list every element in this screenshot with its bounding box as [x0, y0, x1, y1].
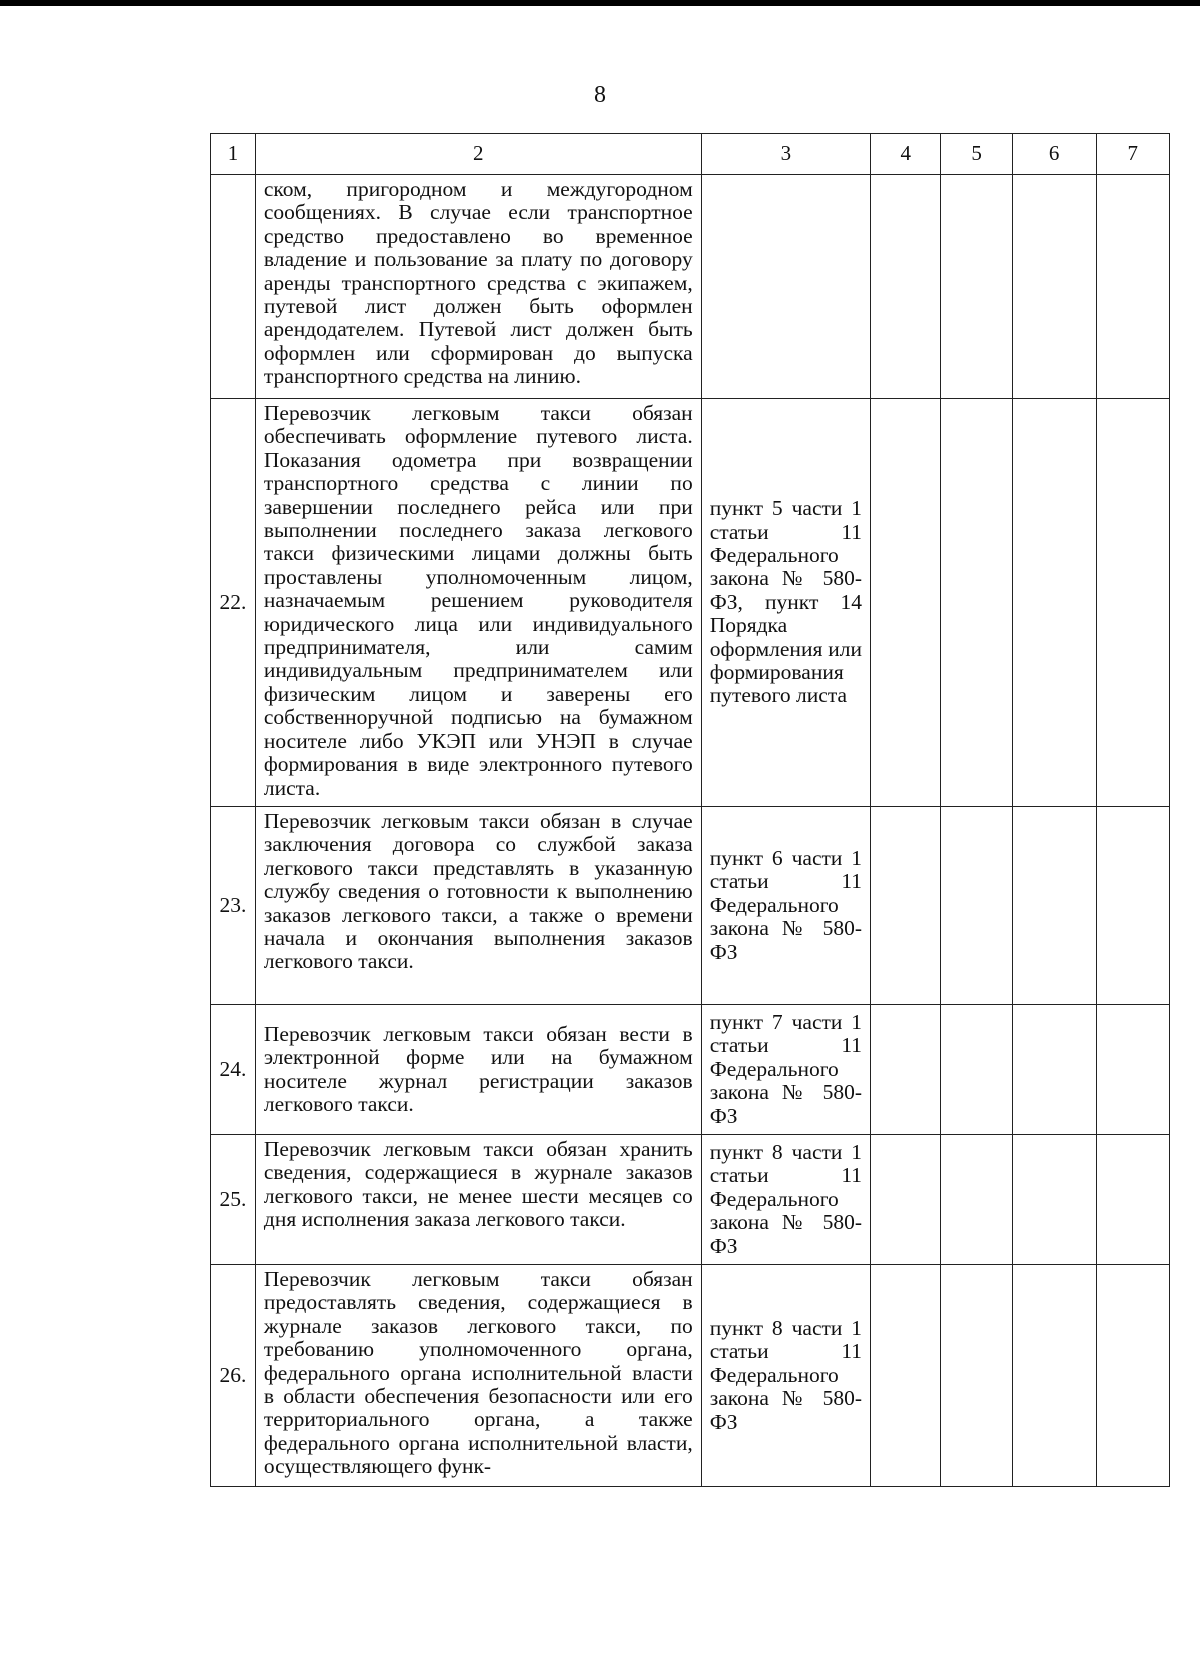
column-header-7: 7 — [1096, 134, 1170, 175]
header-row — [211, 134, 1170, 175]
cell-col-7 — [1096, 399, 1170, 807]
column-header-4: 4 — [871, 134, 941, 175]
requirement-text: Перевозчик легковым такси обязан хранить сведения, содержащиеся в журнале заказов легкового такси, не менее шести месяцев со дня исполнения заказа легкового такси. — [255, 1135, 701, 1265]
cell-col-5 — [941, 1005, 1012, 1135]
legal-reference: пункт 8 части 1 статьи 11 Федерального закона № 580-ФЗ — [701, 1135, 870, 1265]
cell-col-7 — [1096, 1005, 1170, 1135]
cell-col-7 — [1096, 175, 1170, 399]
requirement-text: Перевозчик легковым такси обязан вести в электронной форме или на бумажном носителе журнал регистрации заказов легкового такси. — [255, 1005, 701, 1135]
cell-col-5 — [941, 807, 1012, 1005]
cell-col-6 — [1012, 807, 1096, 1005]
checklist-table — [210, 133, 1170, 1487]
legal-reference — [701, 175, 870, 399]
requirement-text: ском, пригородном и междугородном сообщениях. В случае если транспортное средство предоставлено во временное владение и пользование за плату по договору аренды транспортного средства с экипажем, путевой лист должен быть оформлен арендодателем. Путевой лист должен быть оформлен или сформирован до выпуска транспортного средства на линию. — [255, 175, 701, 399]
column-header-2: 2 — [255, 134, 701, 175]
cell-col-7 — [1096, 1135, 1170, 1265]
cell-col-4 — [871, 1135, 941, 1265]
cell-col-6 — [1012, 399, 1096, 807]
row-number — [211, 175, 256, 399]
legal-reference: пункт 5 части 1 статьи 11 Федерального закона № 580-ФЗ, пункт 14 Порядка оформления или формирования путевого листа — [701, 399, 870, 807]
table-row — [211, 399, 1170, 807]
cell-col-6 — [1012, 1005, 1096, 1135]
column-header-3: 3 — [701, 134, 870, 175]
column-header-6: 6 — [1012, 134, 1096, 175]
cell-col-5 — [941, 175, 1012, 399]
row-number: 22. — [211, 399, 256, 807]
requirement-text: Перевозчик легковым такси обязан обеспечивать оформление путевого листа. Показания одометра при возвращении транспортного средства с линии по завершении последнего рейса или при выполнении последнего заказа легкового такси физическими лицами должны быть проставлены уполномоченным лицом, назначаемым решением руководителя юридического лица или индивидуального предпринимателя, или самим индивидуальным предпринимателем или физическим лицом и заверены его собственноручной подписью на бумажном носителе либо УКЭП или УНЭП в случае формирования в виде электронного путевого листа. — [255, 399, 701, 807]
column-header-5: 5 — [941, 134, 1012, 175]
requirement-text: Перевозчик легковым такси обязан в случае заключения договора со службой заказа легкового такси представлять в указанную службу сведения о готовности к выполнению заказов легкового такси, а также о времени начала и окончания выполнения заказов легкового такси. — [255, 807, 701, 1005]
table-row — [211, 1265, 1170, 1487]
cell-col-4 — [871, 175, 941, 399]
cell-col-6 — [1012, 1135, 1096, 1265]
cell-col-4 — [871, 1265, 941, 1487]
cell-col-7 — [1096, 807, 1170, 1005]
cell-col-7 — [1096, 1265, 1170, 1487]
scan-top-border — [0, 0, 1200, 6]
table-row — [211, 1135, 1170, 1265]
legal-reference: пункт 6 части 1 статьи 11 Федерального закона № 580-ФЗ — [701, 807, 870, 1005]
requirement-text: Перевозчик легковым такси обязан предоставлять сведения, содержащиеся в журнале заказов легкового такси, по требованию уполномоченного органа, федерального органа исполнительной власти в области обеспечения безопасности или его территориального органа, а также федерального органа исполнительной власти, осуществляющего функ- — [255, 1265, 701, 1487]
table-row — [211, 1005, 1170, 1135]
row-number: 24. — [211, 1005, 256, 1135]
cell-col-6 — [1012, 175, 1096, 399]
cell-col-5 — [941, 1265, 1012, 1487]
cell-col-6 — [1012, 1265, 1096, 1487]
cell-col-4 — [871, 399, 941, 807]
table-row — [211, 807, 1170, 1005]
cell-col-5 — [941, 399, 1012, 807]
column-header-1: 1 — [211, 134, 256, 175]
page-number: 8 — [594, 82, 606, 108]
row-number: 26. — [211, 1265, 256, 1487]
cell-col-4 — [871, 807, 941, 1005]
row-number: 23. — [211, 807, 256, 1005]
legal-reference: пункт 7 части 1 статьи 11 Федерального закона № 580-ФЗ — [701, 1005, 870, 1135]
cell-col-4 — [871, 1005, 941, 1135]
row-number: 25. — [211, 1135, 256, 1265]
cell-col-5 — [941, 1135, 1012, 1265]
table-row — [211, 175, 1170, 399]
legal-reference: пункт 8 части 1 статьи 11 Федерального закона № 580-ФЗ — [701, 1265, 870, 1487]
